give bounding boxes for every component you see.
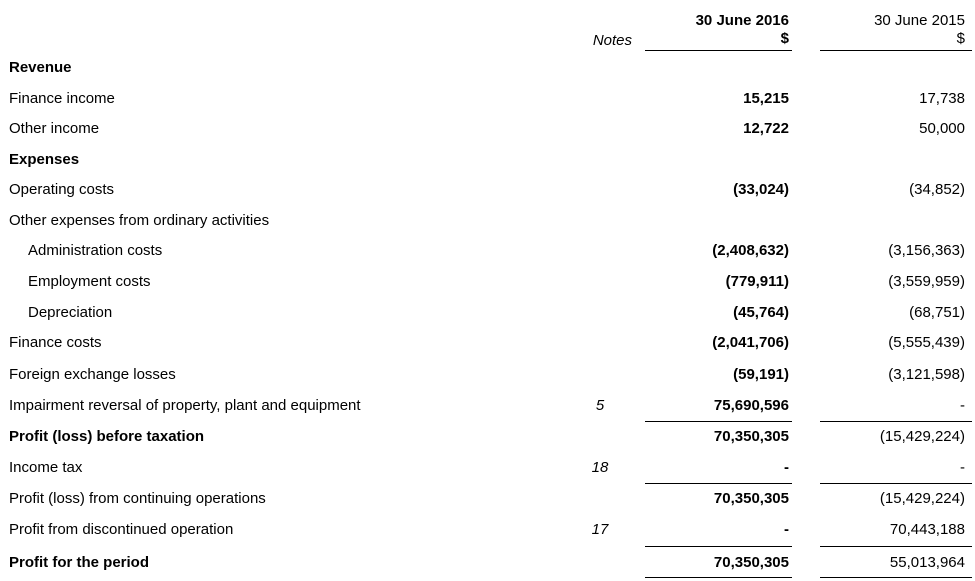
value-2016: (779,911) bbox=[725, 273, 789, 290]
table-row bbox=[0, 518, 975, 542]
value-2015: 17,738 bbox=[919, 90, 965, 107]
row-label: Employment costs bbox=[28, 273, 151, 290]
row-label: Administration costs bbox=[28, 242, 163, 259]
table-row bbox=[0, 301, 975, 325]
total-rule-2015 bbox=[820, 546, 972, 547]
column-header-2016 bbox=[645, 12, 789, 48]
value-2016: 15,215 bbox=[743, 90, 789, 107]
subtotal-rule-2016 bbox=[645, 421, 792, 422]
row-label: Operating costs bbox=[9, 181, 115, 198]
row-label: Income tax bbox=[9, 459, 83, 476]
note-ref: 5 bbox=[595, 397, 605, 414]
value-2016: (45,764) bbox=[733, 304, 789, 321]
value-2015: (15,429,224) bbox=[879, 428, 965, 445]
column-header-2016-title: 30 June 2016 bbox=[695, 12, 789, 29]
value-2015: - bbox=[960, 459, 965, 476]
value-2016: 70,350,305 bbox=[713, 490, 789, 507]
value-2015: 70,443,188 bbox=[889, 521, 965, 538]
column-header-2015-title: 30 June 2015 bbox=[874, 12, 965, 29]
value-2016: 75,690,596 bbox=[713, 397, 789, 414]
value-2015: (5,555,439) bbox=[888, 334, 965, 351]
value-2015: (34,852) bbox=[909, 181, 965, 198]
row-label: Profit (loss) from continuing operations bbox=[9, 490, 266, 507]
row-label: Foreign exchange losses bbox=[9, 366, 176, 383]
value-2015: 55,013,964 bbox=[889, 554, 965, 571]
column-header-2016-unit: $ bbox=[780, 30, 789, 47]
total-rule-2016 bbox=[645, 546, 792, 547]
value-2015: - bbox=[960, 397, 965, 414]
value-2016: (2,041,706) bbox=[712, 334, 789, 351]
header-rule-2016 bbox=[645, 50, 792, 51]
value-2015: (3,559,959) bbox=[888, 273, 965, 290]
value-2015: (3,156,363) bbox=[888, 242, 965, 259]
section-heading-revenue bbox=[0, 56, 975, 80]
value-2016: - bbox=[784, 459, 789, 476]
table-row bbox=[0, 117, 975, 141]
row-label: Impairment reversal of property, plant and equipment bbox=[9, 397, 361, 414]
value-2016: (2,408,632) bbox=[712, 242, 789, 259]
section-heading-expenses bbox=[0, 148, 975, 172]
subtotal-row bbox=[0, 425, 975, 449]
table-row bbox=[0, 270, 975, 294]
row-label: Expenses bbox=[9, 151, 80, 168]
table-row bbox=[0, 87, 975, 111]
row-label: Other income bbox=[9, 120, 100, 137]
notes-column-header: Notes bbox=[592, 32, 632, 49]
row-label: Profit from discontinued operation bbox=[9, 521, 234, 538]
table-row bbox=[0, 178, 975, 202]
value-2016: - bbox=[784, 521, 789, 538]
table-row bbox=[0, 239, 975, 263]
table-row bbox=[0, 394, 975, 418]
subtotal-rule-2015 bbox=[820, 421, 972, 422]
note-ref: 18 bbox=[591, 459, 609, 476]
table-row bbox=[0, 363, 975, 387]
total-row bbox=[0, 551, 975, 575]
table-row bbox=[0, 331, 975, 355]
value-2015: (15,429,224) bbox=[879, 490, 965, 507]
column-header-2015 bbox=[820, 12, 965, 48]
row-label: Other expenses from ordinary activities bbox=[9, 212, 270, 229]
table-row bbox=[0, 487, 975, 511]
subtotal-rule-2015 bbox=[820, 483, 972, 484]
value-2016: 12,722 bbox=[743, 120, 789, 137]
header-rule-2015 bbox=[820, 50, 972, 51]
row-label: Finance costs bbox=[9, 334, 102, 351]
row-label: Profit (loss) before taxation bbox=[9, 428, 205, 445]
value-2016: (33,024) bbox=[733, 181, 789, 198]
table-row bbox=[0, 456, 975, 480]
final-rule-2016 bbox=[645, 577, 792, 578]
value-2016: (59,191) bbox=[733, 366, 789, 383]
column-header-2015-unit: $ bbox=[956, 30, 965, 47]
value-2015: 50,000 bbox=[919, 120, 965, 137]
final-rule-2015 bbox=[820, 577, 972, 578]
value-2015: (68,751) bbox=[909, 304, 965, 321]
subsection-heading bbox=[0, 209, 975, 233]
row-label: Depreciation bbox=[28, 304, 113, 321]
row-label: Revenue bbox=[9, 59, 72, 76]
subtotal-rule-2016 bbox=[645, 483, 792, 484]
row-label: Profit for the period bbox=[9, 554, 149, 571]
value-2016: 70,350,305 bbox=[713, 554, 789, 571]
value-2015: (3,121,598) bbox=[888, 366, 965, 383]
note-ref: 17 bbox=[591, 521, 609, 538]
row-label: Finance income bbox=[9, 90, 115, 107]
value-2016: 70,350,305 bbox=[713, 428, 789, 445]
